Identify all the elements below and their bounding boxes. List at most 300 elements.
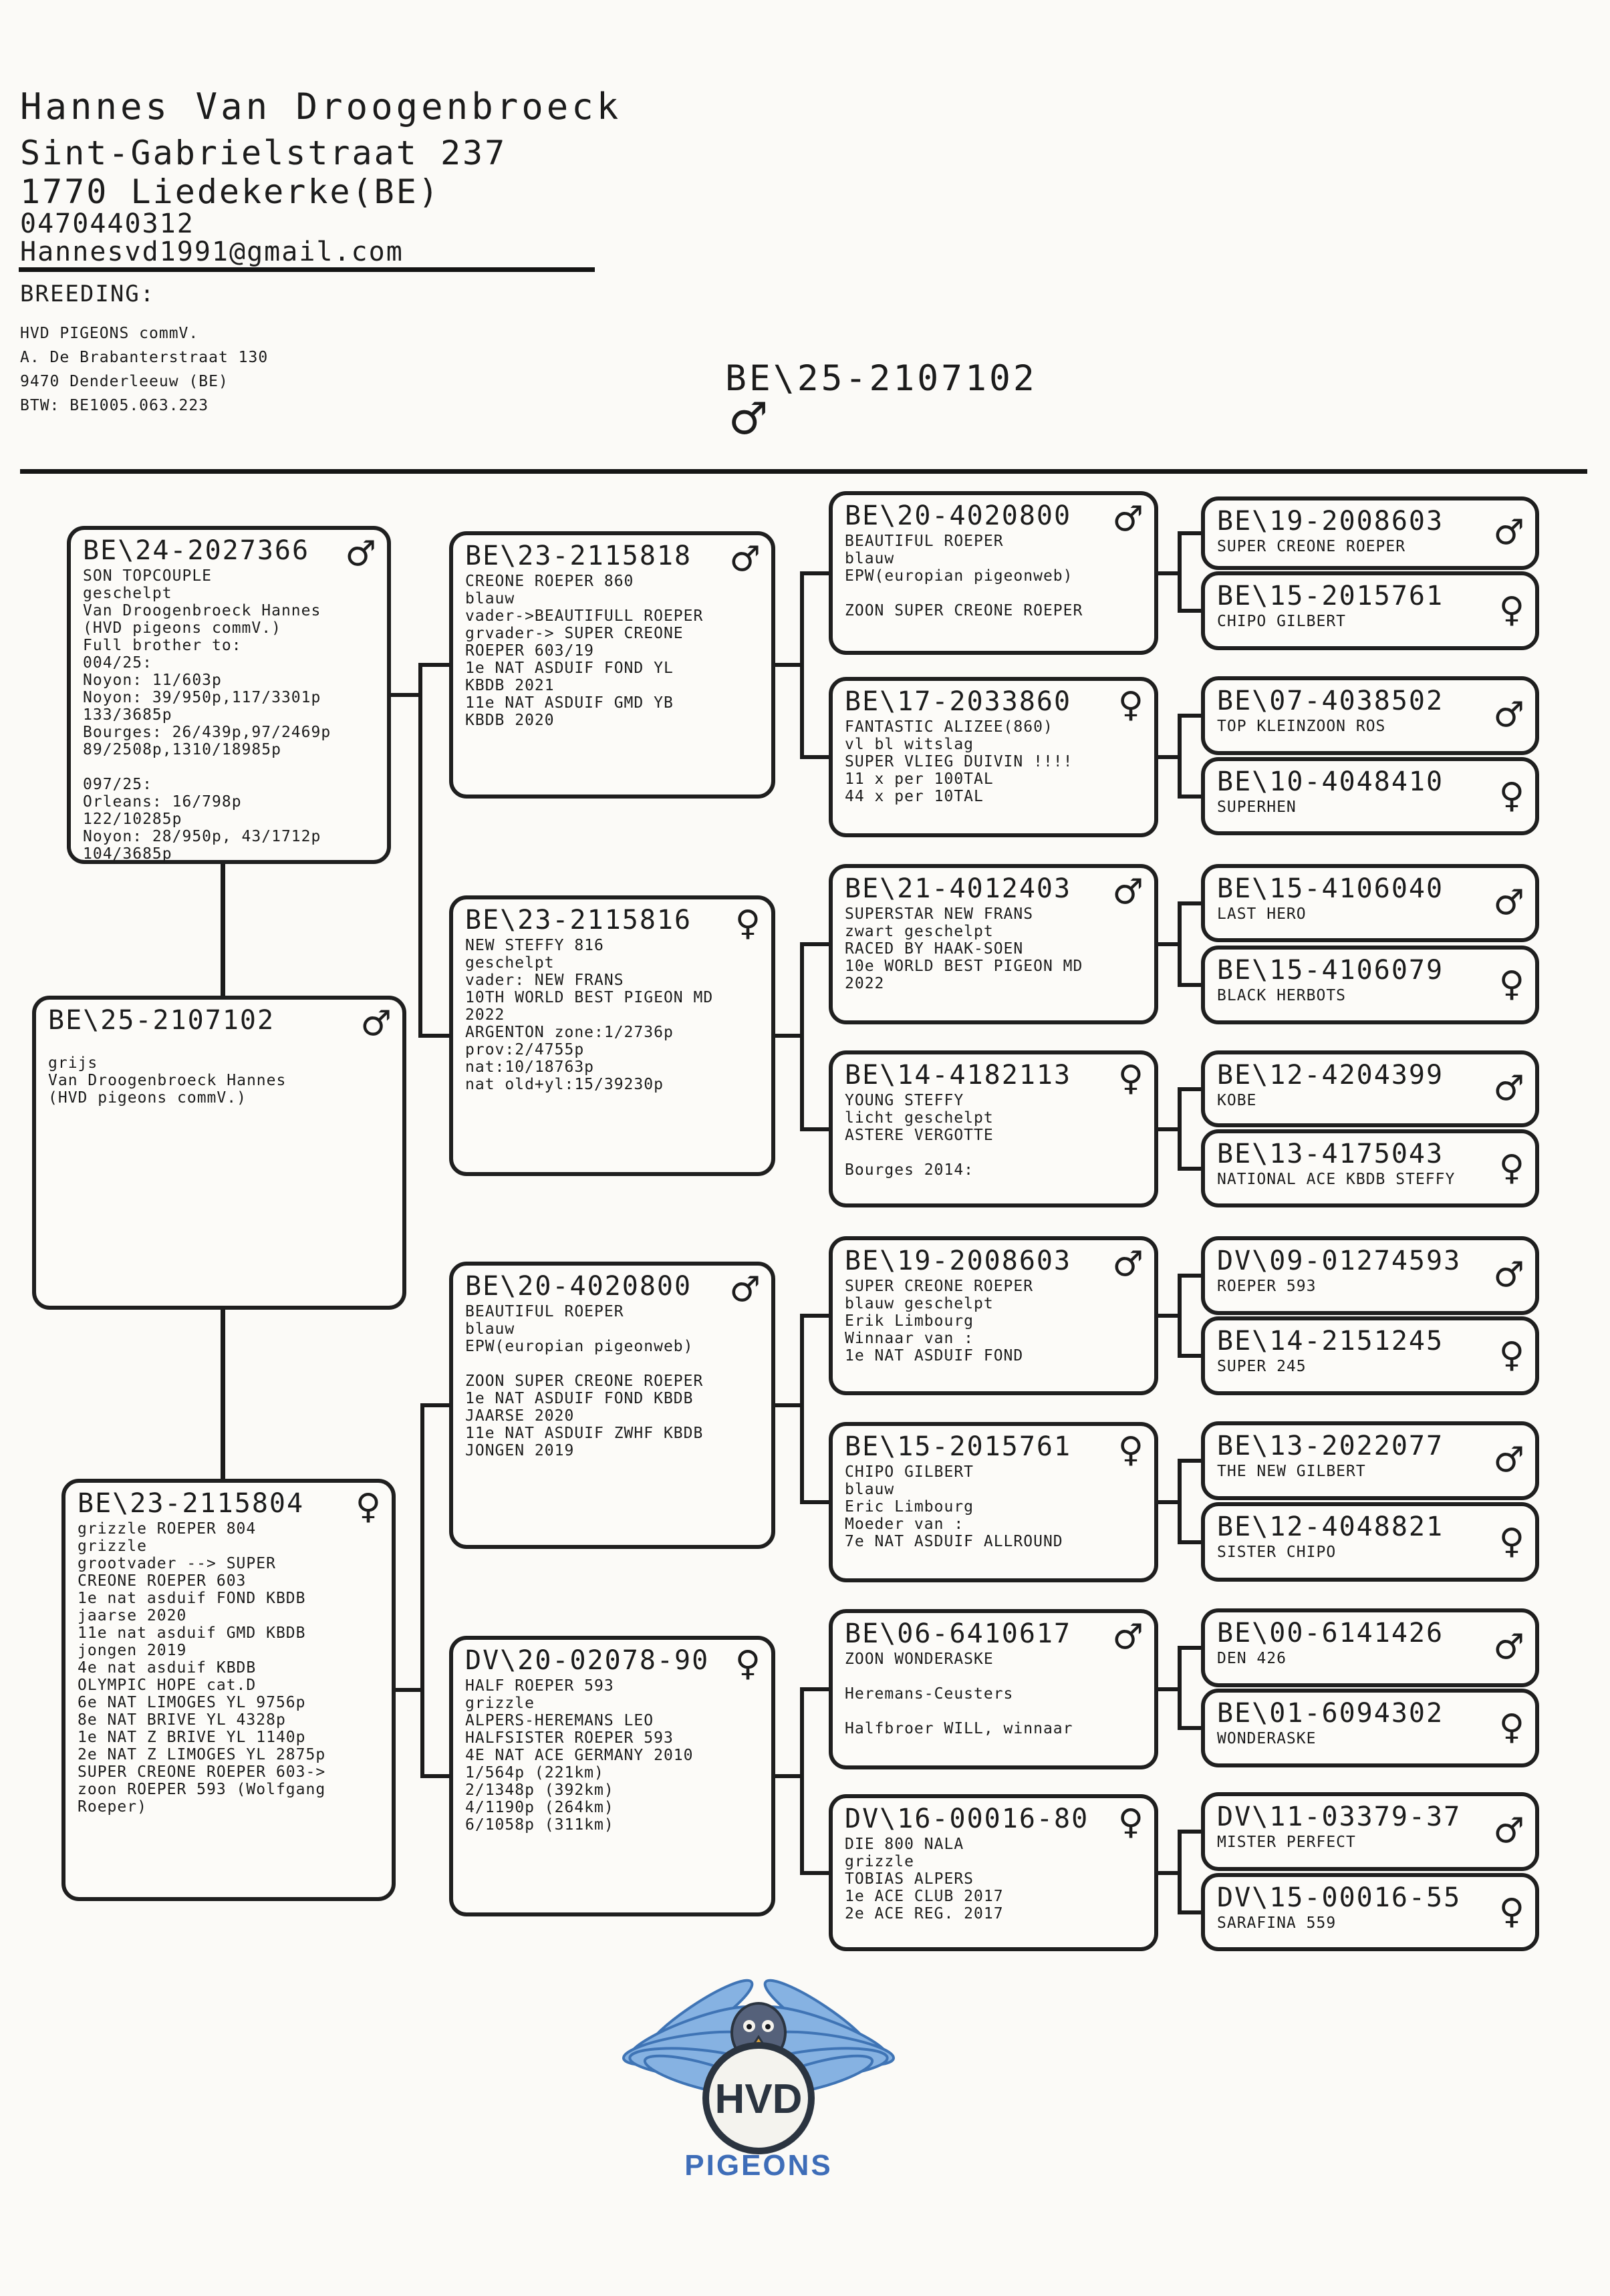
detail-line: ASTERE VERGOTTE [845, 1127, 994, 1144]
connector-line [1178, 1646, 1201, 1650]
connector-line [800, 942, 804, 1131]
detail-line: blauw [845, 550, 895, 567]
connector-line [420, 1403, 424, 1778]
male-icon: ♂ [345, 534, 376, 574]
connector-line [1178, 531, 1201, 535]
connector-line [800, 1871, 829, 1875]
male-icon: ♂ [1493, 1626, 1524, 1667]
pedigree-box-be01-6094302 [1201, 1689, 1539, 1767]
ring-number: DV\11-03379-37 [1217, 1802, 1462, 1832]
detail-line: 4/1190p (264km) [465, 1799, 614, 1816]
detail-line: 1e ACE CLUB 2017 [845, 1888, 1004, 1905]
detail-line: prov:2/4755p [465, 1041, 585, 1058]
connector-line [391, 693, 422, 697]
detail-line: geschelpt [83, 585, 172, 602]
detail-line: 4e nat asduif KBDB [78, 1659, 257, 1677]
pedigree-box-be00-6141426 [1201, 1608, 1539, 1687]
ring-number: BE\10-4048410 [1217, 766, 1444, 797]
detail-line: 104/3685p [83, 845, 172, 863]
detail-line: 6/1058p (311km) [465, 1816, 614, 1834]
detail-line: zoon ROEPER 593 (Wolfgang [78, 1781, 326, 1798]
pedigree-box-be15-4106040 [1201, 864, 1539, 942]
connector-line [800, 571, 804, 760]
detail-line: 89/2508p,1310/18985p [83, 741, 281, 758]
connector-line [221, 864, 225, 996]
female-icon: ♀ [1498, 1521, 1524, 1562]
breeder-street: Sint-Gabrielstraat 237 [20, 134, 507, 172]
pedigree-box-be15-4106079 [1201, 946, 1539, 1024]
connector-line [800, 1500, 829, 1504]
pigeon-details [1217, 1730, 1523, 1747]
detail-line: 097/25: [83, 776, 152, 793]
detail-line: ZOON SUPER CREONE ROEPER [845, 602, 1083, 619]
detail-line: 11e NAT ASDUIF GMD YB [465, 694, 674, 712]
pedigree-box-be20-4020800-g3 [829, 491, 1158, 655]
logo-wordmark: PIGEONS [684, 2149, 833, 2182]
pigeon-details [1217, 1834, 1523, 1851]
detail-line: Moeder van : [845, 1516, 964, 1533]
female-icon: ♀ [1117, 685, 1144, 725]
detail-line: 8e NAT BRIVE YL 4328p [78, 1711, 286, 1729]
detail-line [845, 1703, 1142, 1720]
detail-line: vader: NEW FRANS [465, 972, 624, 989]
detail-line: ROEPER 593 [1217, 1278, 1317, 1295]
pigeon-details [1217, 1463, 1523, 1480]
pedigree-box-be23-2115804 [61, 1479, 396, 1901]
connector-line [1178, 1087, 1182, 1171]
detail-line: HALF ROEPER 593 [465, 1677, 614, 1695]
detail-line: WONDERASKE [1217, 1730, 1317, 1747]
pigeon-details [1217, 613, 1523, 630]
detail-line: SUPER VLIEG DUIVIN !!!! [845, 753, 1073, 770]
detail-line: licht geschelpt [845, 1109, 994, 1127]
ring-number: BE\25-2107102 [48, 1005, 275, 1036]
detail-line: BTW: BE1005.063.223 [20, 397, 209, 414]
connector-line [800, 1314, 804, 1504]
detail-line: ZOON SUPER CREONE ROEPER [465, 1373, 704, 1390]
detail-line: JAARSE 2020 [465, 1407, 575, 1425]
pedigree-box-be13-2022077 [1201, 1421, 1539, 1500]
connector-line [420, 1403, 449, 1407]
female-icon: ♀ [1117, 1058, 1144, 1099]
detail-line: grizzle [845, 1853, 914, 1870]
ring-number: BE\23-2115816 [465, 905, 692, 936]
detail-line: grvader-> SUPER CREONE [465, 625, 684, 642]
detail-line: (HVD pigeons commV.) [48, 1089, 247, 1107]
female-icon: ♀ [1498, 1707, 1524, 1747]
ring-number: BE\14-4182113 [845, 1060, 1072, 1091]
pigeon-details [845, 718, 1142, 805]
detail-line: nat:10/18763p [465, 1058, 595, 1076]
pedigree-box-be13-4175043 [1201, 1129, 1539, 1207]
ring-number: BE\15-4106079 [1217, 955, 1444, 986]
pedigree-box-be15-2015761 [1201, 571, 1539, 650]
detail-line: Halfbroer WILL, winnaar [845, 1720, 1073, 1737]
detail-line: Van Droogenbroeck Hannes [83, 602, 321, 619]
detail-line: ROEPER 603/19 [465, 642, 595, 660]
detail-line [83, 758, 375, 776]
detail-line: 9470 Denderleeuw (BE) [20, 373, 229, 390]
detail-line: grizzle [465, 1695, 535, 1712]
ring-number: BE\19-2008603 [1217, 506, 1444, 537]
breeder-phone: 0470440312 [20, 208, 194, 239]
breeder-email: Hannesvd1991@gmail.com [20, 237, 404, 267]
pigeon-details [465, 1303, 759, 1459]
detail-line: nat old+yl:15/39230p [465, 1076, 664, 1093]
detail-line: 2e ACE REG. 2017 [845, 1905, 1004, 1922]
ring-number: BE\19-2008603 [845, 1246, 1072, 1276]
pigeon-details [1217, 1278, 1523, 1295]
connector-line [800, 942, 829, 946]
detail-line: 10TH WORLD BEST PIGEON MD [465, 989, 714, 1006]
pigeon-details [845, 533, 1142, 619]
detail-line: grizzle ROEPER 804 [78, 1520, 257, 1538]
connector-line [1178, 1459, 1182, 1544]
detail-line: Full brother to: [83, 637, 242, 654]
pedigree-box-be14-4182113 [829, 1050, 1158, 1207]
pedigree-box-be21-4012403 [829, 864, 1158, 1024]
detail-line: geschelpt [465, 954, 555, 972]
pigeon-details [1217, 905, 1523, 923]
detail-line: SISTER CHIPO [1217, 1544, 1337, 1561]
connector-line [1178, 1830, 1201, 1834]
detail-line: NATIONAL ACE KBDB STEFFY [1217, 1171, 1456, 1188]
pedigree-box-be15-2015761-g3 [829, 1422, 1158, 1582]
detail-line: 44 x per 10TAL [845, 788, 984, 805]
male-icon: ♂ [1493, 512, 1524, 553]
connector-line [1178, 1646, 1182, 1730]
subject-ring-number: BE\25-2107102 [725, 358, 1037, 399]
connector-line [1178, 983, 1201, 987]
female-icon: ♀ [1498, 1891, 1524, 1932]
detail-line: jongen 2019 [78, 1642, 187, 1659]
detail-line: 11 x per 100TAL [845, 770, 994, 788]
male-icon: ♂ [360, 1004, 392, 1044]
connector-line [1178, 1167, 1201, 1171]
female-icon: ♀ [1498, 589, 1524, 630]
pedigree-box-be23-2115816 [449, 895, 775, 1176]
pigeon-details [845, 905, 1142, 992]
ring-number: BE\20-4020800 [845, 500, 1072, 531]
pigeon-details [1217, 1092, 1523, 1109]
detail-line: 1e NAT ASDUIF FOND KBDB [465, 1390, 694, 1407]
connector-line [1178, 1354, 1201, 1358]
female-icon: ♀ [1117, 1802, 1144, 1842]
pedigree-box-be07-4038502 [1201, 676, 1539, 755]
ring-number: DV\09-01274593 [1217, 1246, 1462, 1276]
detail-line: 004/25: [83, 654, 152, 672]
pigeon-details [845, 1463, 1142, 1550]
connector-line [800, 1127, 829, 1131]
pigeon-details [78, 1520, 380, 1816]
male-icon: ♂ [1493, 694, 1524, 735]
detail-line: blauw geschelpt [845, 1295, 994, 1312]
detail-line: Erik Limbourg [845, 1312, 974, 1330]
pedigree-box-be24-2027366 [67, 526, 391, 864]
pedigree-box-be19-2008603-g3 [829, 1236, 1158, 1395]
connector-line [800, 571, 829, 575]
detail-line: SON TOPCOUPLE [83, 567, 213, 585]
pigeon-details [845, 1092, 1142, 1179]
detail-line: Orleans: 16/798p [83, 793, 242, 811]
ring-number: BE\20-4020800 [465, 1271, 692, 1302]
pedigree-box-be17-2033860 [829, 677, 1158, 837]
connector-line [1178, 1726, 1201, 1730]
detail-line: LAST HERO [1217, 905, 1307, 923]
detail-line: grootvader --> SUPER [78, 1555, 276, 1572]
detail-line: grizzle [78, 1538, 147, 1555]
detail-line [48, 1037, 390, 1054]
connector-line [1178, 1459, 1201, 1463]
detail-line: Roeper) [78, 1798, 147, 1816]
detail-line: JONGEN 2019 [465, 1442, 575, 1459]
connector-line [1178, 1274, 1182, 1358]
connector-line [800, 755, 829, 759]
ring-number: BE\23-2115804 [78, 1488, 305, 1519]
pigeon-details [83, 567, 375, 863]
pigeon-details [1217, 1650, 1523, 1667]
ring-number: BE\15-2015761 [1217, 581, 1444, 611]
detail-line: ARGENTON zone:1/2736p [465, 1024, 674, 1041]
detail-line: 1e NAT Z BRIVE YL 1140p [78, 1729, 306, 1746]
pigeon-details [1217, 987, 1523, 1004]
ring-number: BE\06-6410617 [845, 1618, 1072, 1649]
detail-line [845, 1668, 1142, 1685]
connector-line [800, 1687, 804, 1875]
detail-line: 1e NAT ASDUIF FOND [845, 1347, 1024, 1365]
ring-number: BE\07-4038502 [1217, 686, 1444, 716]
detail-line: 1/564p (221km) [465, 1764, 604, 1781]
detail-line: BLACK HERBOTS [1217, 987, 1347, 1004]
female-icon: ♀ [1498, 1147, 1524, 1188]
detail-line: MISTER PERFECT [1217, 1834, 1356, 1851]
pedigree-box-be12-4204399 [1201, 1050, 1539, 1127]
detail-line: SUPERHEN [1217, 799, 1297, 816]
detail-line: DEN 426 [1217, 1650, 1287, 1667]
male-icon: ♂ [729, 1270, 761, 1310]
connector-line [1178, 795, 1201, 799]
connector-line [418, 1034, 449, 1038]
male-icon: ♂ [1493, 1068, 1524, 1109]
detail-line: Bourges: 26/439p,97/2469p [83, 724, 331, 741]
detail-line: KBDB 2020 [465, 712, 555, 729]
pigeon-details [1217, 718, 1523, 735]
pigeon-details [48, 1037, 390, 1107]
detail-line: ZOON WONDERASKE [845, 1651, 994, 1668]
ring-number: BE\15-2015761 [845, 1431, 1072, 1462]
pedigree-box-be23-2115818 [449, 531, 775, 799]
connector-line [800, 1687, 829, 1691]
detail-line [465, 1355, 759, 1373]
pigeon-details [1217, 1171, 1523, 1188]
ring-number: DV\20-02078-90 [465, 1645, 710, 1676]
detail-line: 6e NAT LIMOGES YL 9756p [78, 1694, 306, 1711]
detail-line: 1e nat asduif FOND KBDB [78, 1590, 306, 1607]
pedigree-box-dv15-00016-55 [1201, 1873, 1539, 1951]
pedigree-box-dv11-03379-37 [1201, 1792, 1539, 1871]
male-icon: ♂ [729, 539, 761, 579]
detail-line: 1e NAT ASDUIF FOND YL [465, 660, 674, 677]
ring-number: DV\15-00016-55 [1217, 1882, 1462, 1913]
pigeon-details [465, 937, 759, 1093]
pigeon-details [845, 1651, 1142, 1737]
detail-line: zwart geschelpt [845, 923, 994, 940]
ring-number: BE\12-4048821 [1217, 1512, 1444, 1542]
detail-line: 10e WORLD BEST PIGEON MD [845, 958, 1083, 975]
pedigree-box-be14-2151245 [1201, 1316, 1539, 1395]
breeder-name: Hannes Van Droogenbroeck [20, 86, 622, 128]
detail-line: jaarse 2020 [78, 1607, 187, 1624]
connector-line [1178, 1087, 1201, 1091]
connector-line [1178, 901, 1182, 988]
male-icon: ♂ [1112, 872, 1144, 912]
ring-number: BE\00-6141426 [1217, 1618, 1444, 1648]
detail-line: 2e NAT Z LIMOGES YL 2875p [78, 1746, 326, 1763]
detail-line [845, 585, 1142, 602]
hvd-pigeons-logo [622, 1958, 896, 2185]
detail-line: Van Droogenbroeck Hannes [48, 1072, 287, 1089]
breeder-city: 1770 Liedekerke(BE) [20, 172, 440, 211]
detail-line: 11e NAT ASDUIF ZWHF KBDB [465, 1425, 704, 1442]
pedigree-box-be10-4048410 [1201, 757, 1539, 835]
female-icon: ♀ [1498, 964, 1524, 1004]
male-icon: ♂ [728, 393, 769, 444]
ring-number: BE\24-2027366 [83, 535, 310, 566]
detail-line: (HVD pigeons commV.) [83, 619, 281, 637]
detail-line: BEAUTIFUL ROEPER [845, 533, 1004, 550]
detail-line: KOBE [1217, 1092, 1257, 1109]
male-icon: ♂ [1493, 1254, 1524, 1295]
ring-number: BE\15-4106040 [1217, 873, 1444, 904]
detail-line: TOBIAS ALPERS [845, 1870, 974, 1888]
male-icon: ♂ [1112, 499, 1144, 539]
detail-line: CHIPO GILBERT [845, 1463, 974, 1481]
detail-line: Winnaar van : [845, 1330, 974, 1347]
detail-line: TOP KLEINZOON ROS [1217, 718, 1386, 735]
detail-line: SUPERSTAR NEW FRANS [845, 905, 1034, 923]
connector-line [1178, 531, 1182, 613]
detail-line: HVD PIGEONS commV. [20, 325, 199, 342]
pigeon-details [1217, 1544, 1523, 1561]
pedigree-box-be12-4048821 [1201, 1502, 1539, 1582]
pedigree-box-be20-4020800 [449, 1262, 775, 1549]
breeding-label: BREEDING: [20, 281, 156, 307]
detail-line [845, 1144, 1142, 1161]
connector-line [1178, 1830, 1182, 1914]
ring-number: BE\13-2022077 [1217, 1431, 1444, 1461]
detail-line: Noyon: 28/950p, 43/1712p [83, 828, 321, 845]
pigeon-details [1217, 538, 1523, 555]
detail-line: CHIPO GILBERT [1217, 613, 1347, 630]
detail-line: CREONE ROEPER 860 [465, 573, 634, 590]
male-icon: ♂ [1493, 1810, 1524, 1851]
detail-line: SUPER CREONE ROEPER [1217, 538, 1406, 555]
detail-line: NEW STEFFY 816 [465, 937, 604, 954]
detail-line: ALPERS-HEREMANS LEO [465, 1712, 654, 1729]
connector-line [1178, 1540, 1201, 1544]
pedigree-box-dv16-00016-80 [829, 1794, 1158, 1951]
male-icon: ♂ [1493, 1439, 1524, 1480]
detail-line: blauw [465, 590, 515, 607]
detail-line: SUPER 245 [1217, 1358, 1307, 1375]
detail-line: Noyon: 39/950p,117/3301p [83, 689, 321, 706]
connector-line [418, 663, 449, 667]
detail-line: 122/10285p [83, 811, 182, 828]
pedigree-box-be19-2008603 [1201, 496, 1539, 570]
detail-line: DIE 800 NALA [845, 1836, 964, 1853]
pedigree-box-be25-2107102 [32, 996, 406, 1310]
detail-line: 2022 [465, 1006, 505, 1024]
ring-number: BE\14-2151245 [1217, 1326, 1444, 1356]
detail-line: blauw [465, 1320, 515, 1338]
detail-line: 4E NAT ACE GERMANY 2010 [465, 1747, 694, 1764]
female-icon: ♀ [1117, 1430, 1144, 1470]
detail-line: Heremans-Ceusters [845, 1685, 1014, 1703]
connector-line [1178, 714, 1182, 799]
male-icon: ♂ [1493, 882, 1524, 923]
connector-line [1178, 901, 1201, 905]
detail-line: SARAFINA 559 [1217, 1914, 1337, 1932]
connector-line [1178, 1274, 1201, 1278]
detail-line: Noyon: 11/603p [83, 672, 222, 689]
detail-line: Bourges 2014: [845, 1161, 974, 1179]
ring-number: BE\12-4204399 [1217, 1060, 1444, 1091]
pigeon-details [845, 1278, 1142, 1365]
detail-line: Eric Limbourg [845, 1498, 974, 1516]
detail-line: 2022 [845, 975, 885, 992]
detail-line: SUPER CREONE ROEPER [845, 1278, 1034, 1295]
detail-line: A. De Brabanterstraat 130 [20, 349, 269, 366]
detail-line: OLYMPIC HOPE cat.D [78, 1677, 257, 1694]
pedigree-box-dv20-02078-90 [449, 1636, 775, 1916]
pigeon-details [1217, 1914, 1523, 1932]
detail-line: KBDB 2021 [465, 677, 555, 694]
detail-line: 11e nat asduif GMD KBDB [78, 1624, 306, 1642]
detail-line: 2/1348p (392km) [465, 1781, 614, 1799]
pedigree-box-be06-6410617 [829, 1609, 1158, 1769]
detail-line: THE NEW GILBERT [1217, 1463, 1366, 1480]
pedigree-box-dv09-01274593 [1201, 1236, 1539, 1315]
detail-line: EPW(europian pigeonweb) [845, 567, 1073, 585]
detail-line: vader->BEAUTIFULL ROEPER [465, 607, 704, 625]
female-icon: ♀ [1498, 775, 1524, 816]
connector-line [420, 1774, 449, 1778]
ring-number: BE\13-4175043 [1217, 1139, 1444, 1169]
connector-line [800, 1314, 829, 1318]
ring-number: BE\21-4012403 [845, 873, 1072, 904]
pigeon-details [465, 573, 759, 729]
pigeon-details [845, 1836, 1142, 1922]
ring-number: BE\01-6094302 [1217, 1698, 1444, 1729]
female-icon: ♀ [1498, 1334, 1524, 1375]
pigeon-details [1217, 799, 1523, 816]
female-icon: ♀ [734, 1644, 761, 1684]
male-icon: ♂ [1112, 1617, 1144, 1657]
connector-line [1178, 1910, 1201, 1914]
pigeon-details [465, 1677, 759, 1834]
detail-line: FANTASTIC ALIZEE(860) [845, 718, 1053, 736]
logo-monogram: HVD [714, 2076, 803, 2122]
connector-line [418, 663, 422, 1038]
detail-line: CREONE ROEPER 603 [78, 1572, 247, 1590]
connector-line [221, 1310, 225, 1479]
detail-line: HALFSISTER ROEPER 593 [465, 1729, 674, 1747]
detail-line: SUPER CREONE ROEPER 603-> [78, 1763, 326, 1781]
detail-line: vl bl witslag [845, 736, 974, 753]
female-icon: ♀ [734, 903, 761, 944]
detail-line: EPW(europian pigeonweb) [465, 1338, 694, 1355]
detail-line: YOUNG STEFFY [845, 1092, 964, 1109]
